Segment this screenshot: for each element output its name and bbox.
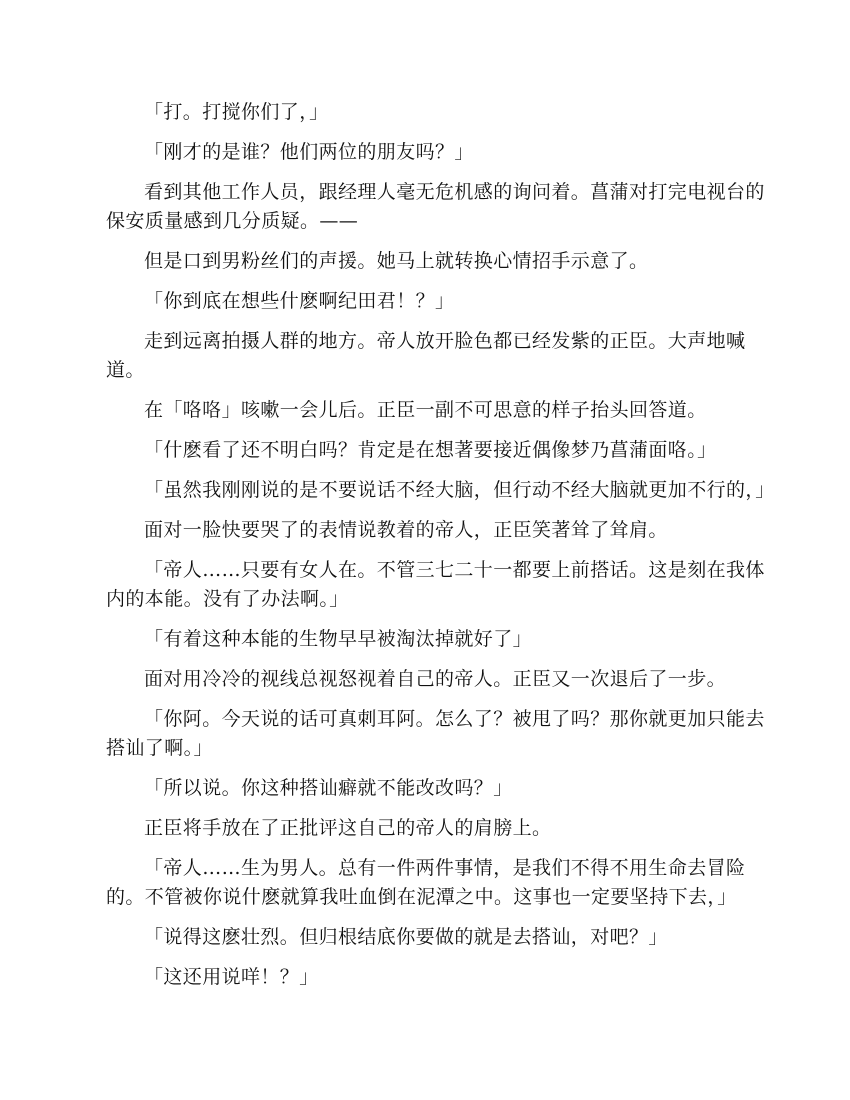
paragraph: 「帝人……只要有女人在。不管三七二十一都要上前搭话。这是刻在我体内的本能。没有了办法啊。」	[106, 559, 765, 610]
paragraph: 「刚才的是谁？他们两位的朋友吗？」	[144, 141, 474, 163]
paragraph: 「这还用说咩！？」	[144, 966, 319, 988]
paragraph: 看到其他工作人员，跟经理人毫无危机感的询问着。菖蒲对打完电视台的保安质量感到几分质疑。——	[106, 181, 765, 232]
paragraph: 正臣将手放在了正批评这自己的帝人的肩膀上。	[144, 817, 552, 839]
paragraph: 面对一脸快要哭了的表情说教着的帝人，正臣笑著耸了耸肩。	[144, 519, 668, 541]
paragraph: 「有着这种本能的生物早早被淘汰掉就好了」	[144, 628, 533, 650]
paragraph: 「所以说。你这种搭讪癖就不能改改吗？」	[144, 777, 513, 799]
paragraph: 「打。打搅你们了，」	[144, 101, 329, 123]
paragraph: 「你到底在想些什麽啊纪田君！？」	[144, 290, 455, 312]
paragraph: 但是口到男粉丝们的声援。她马上就转换心情招手示意了。	[144, 250, 649, 272]
paragraph: 「帝人……生为男人。总有一件两件事情，是我们不得不用生命去冒险的。不管被你说什麽就算我吐血倒在泥潭之中。这事也一定要坚持下去，」	[106, 857, 746, 908]
paragraph: 「什麽看了还不明白吗？肯定是在想著要接近偶像梦乃菖蒲面咯。」	[144, 439, 717, 461]
paragraph: 在「咯咯」咳嗽一会儿后。正臣一副不可思意的样子抬头回答道。	[144, 399, 707, 421]
paragraph: 「虽然我刚刚说的是不要说话不经大脑，但行动不经大脑就更加不行的，」	[144, 479, 775, 501]
paragraph: 「你阿。今天说的话可真刺耳阿。怎么了？被甩了吗？那你就更加只能去搭讪了啊。」	[106, 708, 765, 759]
paragraph: 走到远离拍摄人群的地方。帝人放开脸色都已经发紫的正臣。大声地喊道。	[106, 330, 746, 381]
paragraph: 「说得这麽壮烈。但归根结底你要做的就是去搭讪，对吧？」	[144, 926, 668, 948]
paragraph: 面对用冷冷的视线总视怒视着自己的帝人。正臣又一次退后了一步。	[144, 668, 727, 690]
